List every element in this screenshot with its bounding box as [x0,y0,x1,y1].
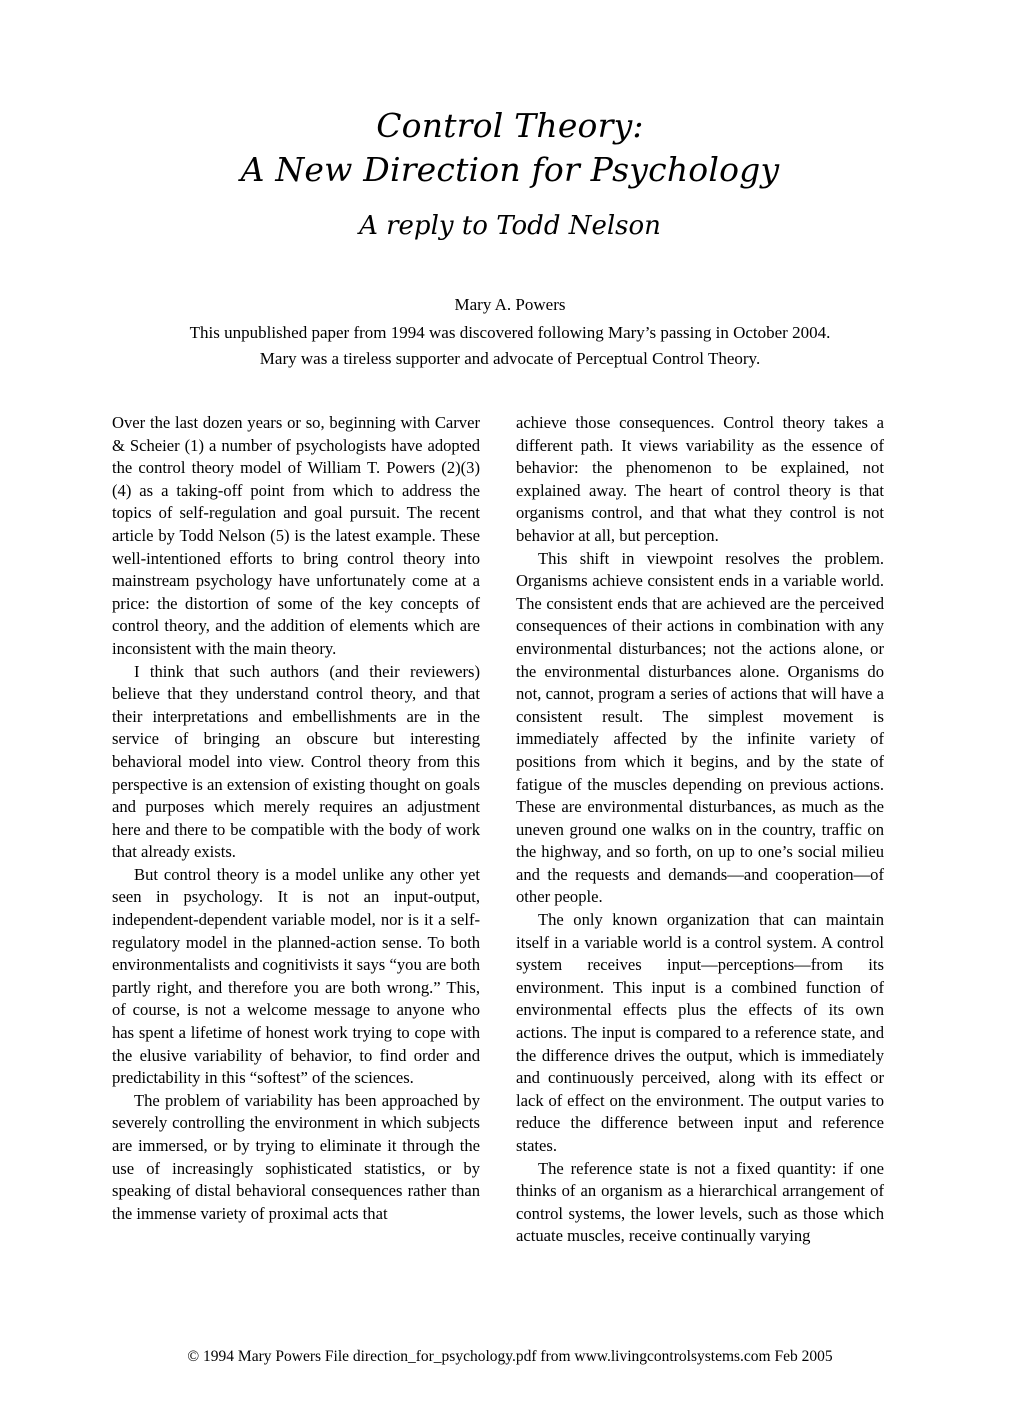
paragraph: I think that such authors (and their reviewers) believe that they understand control theory, and that their interpretations and embellishments are in the service of bringing an obscure but interesting behavioral model into view. Control theory from this perspective is an extension of existing thought on goals and purposes which merely requires an adjustment here and there to be compatible with the body of work that already exists. [112,661,480,862]
body-columns [112,412,908,1248]
paper-title-line-1: Control Theory: [376,106,644,145]
paragraph: This shift in viewpoint resolves the problem. Organisms achieve consistent ends in a variable world. The consistent ends that are achieved are the perceived consequences of their actions in combination with any environmental disturbances; not the actions alone, or the environmental disturbances alone. Organisms do not, cannot, program a series of actions that will have a consistent result. The simplest movement is immediately affected by the infinite variety of positions from which it begins, and by the state of fatigue of the muscles depending on previous actions. These are environmental disturbances, as much as the uneven ground one walks on in the country, traffic on the highway, and so forth, on up to one’s social milieu and the requests and demands—and cooperation—of other people. [516,548,884,907]
byline-note-2: Mary was a tireless supporter and advocate of Perceptual Control Theory. [259,349,761,368]
column-right [516,412,884,1248]
paper-page [0,104,1020,1424]
paragraph: The only known organization that can maintain itself in a variable world is a control system. A control system receives input—perceptions—from its environment. This input is a combined function of environmental effects plus the effects of its own actions. The input is compared to a reference state, and the difference drives the output, which is immediately and continuously perceived, along with its effect or lack of effect on the environment. The output varies to reduce the difference between input and reference states. [516,910,884,1155]
byline-note-1: This unpublished paper from 1994 was discovered following Mary’s passing in October 2004. [189,323,831,342]
paragraph: The problem of variability has been approached by severely controlling the environment in which subjects are immersed, or by trying to eliminate it through the use of increasingly sophisticated statistics, or by speaking of distal behavioral consequences rather than the immense variety of proximal acts that [112,1090,480,1223]
paper-subtitle: A reply to Todd Nelson [359,211,661,241]
paragraph: Over the last dozen years or so, beginning with Carver & Scheier (1) a number of psychologists have adopted the control theory model of William T. Powers (2)(3)(4) as a taking-off point from which to address the topics of self-regulation and goal pursuit. The recent article by Todd Nelson (5) is the latest example. These well-intentioned efforts to bring control theory into mainstream psychology have unfortunately come at a price: the distortion of some of the key concepts of control theory, and the addition of elements which are inconsistent with the main theory. [112,413,480,658]
column-left [112,412,480,1225]
page-footer: © 1994 Mary Powers File direction_for_psychology.pdf from www.livingcontrolsystems.com Feb 2005 [187,1348,833,1365]
author-name: Mary A. Powers [454,295,566,314]
paper-title-line-2: A New Direction for Psychology [240,150,780,189]
paragraph: But control theory is a model unlike any other yet seen in psychology. It is not an input-output, independent-dependent variable model, nor is it a self-regulatory model in the planned-action sense. To both environmentalists and cognitivists it says “you are both partly right, and therefore you are both wrong.” This, of course, is not a welcome message to anyone who has spent a lifetime of honest work trying to cope with the elusive variability of behavior, to find order and predictability in this “softest” of the sciences. [112,864,480,1088]
byline-block [0,292,1020,372]
title-block [0,104,1020,246]
paragraph: achieve those consequences. Control theory takes a different path. It views variability as the essence of behavior: the phenomenon to be explained, not explained away. The heart of control theory is that organisms control, and that what they control is not behavior at all, but perception. [516,413,884,545]
paragraph: The reference state is not a fixed quantity: if one thinks of an organism as a hierarchical arrangement of control systems, the lower levels, such as those which actuate muscles, receive continually varying [516,1158,884,1246]
